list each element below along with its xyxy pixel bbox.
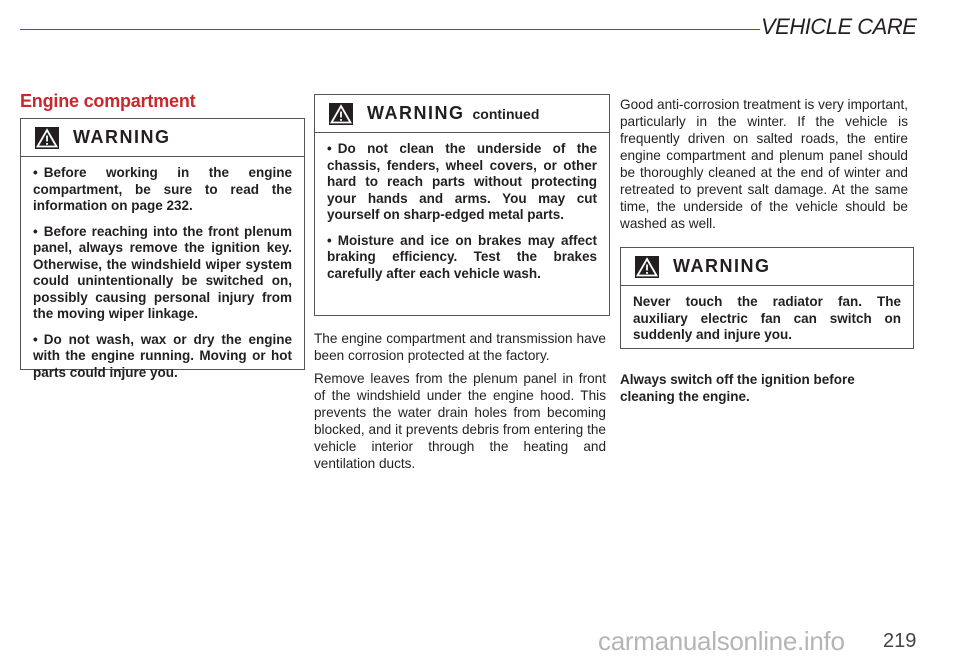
bullet-icon: • (33, 331, 38, 347)
warning-bullet: • Do not wash, wax or dry the engine with the engine running. Moving or hot parts could injure you. (33, 331, 292, 380)
warning-continued: continued (472, 105, 540, 122)
body-paragraph: Remove leaves from the plenum panel in front of the windshield under the engine hood. This prevents the water drain holes from becoming blocked, and it prevents debris from entering the vehicle interior through the heating and ventilation ducts. (314, 371, 606, 471)
warning-triangle-icon (635, 256, 659, 278)
middle-text (314, 330, 606, 478)
warning-title: WARNING (673, 256, 771, 276)
section-title: VEHICLE CARE (761, 14, 917, 39)
page-heading: Engine compartment (20, 91, 196, 111)
warning-triangle-icon (329, 103, 353, 125)
bullet-icon: • (33, 165, 38, 180)
warning-title: WARNING (73, 127, 171, 147)
warning-header (21, 119, 304, 157)
warning-text: Never touch the radiator fan. The auxiliary electric fan can switch on suddenly and injure you. (633, 294, 901, 342)
right-text (620, 96, 908, 238)
body-paragraph: Good anti-corrosion treatment is very important, particularly in the winter. If the vehicle is frequently driven on salted roads, the entire engine compartment and plenum panel should be thoroughly cleaned at the end of winter and retreated to prevent salt damage. At the same time, the underside of the vehicle should be washed as well. (620, 97, 908, 231)
warning-bullet: • Do not clean the underside of the chassis, fenders, wheel covers, or other hard to reach parts without protecting your hands and arms. You may cut yourself on sharp-edged metal parts. (327, 141, 597, 222)
warning-body (21, 157, 304, 396)
warning-title: WARNING (367, 103, 465, 123)
warning-header (621, 248, 913, 286)
header-rule (20, 29, 760, 30)
warning-body (315, 133, 609, 297)
engine-cleaning-note: Always switch off the ignition before cleaning the engine. (620, 372, 855, 404)
warning-box-middle (314, 94, 610, 316)
warning-bullet: • Before working in the engine compartment, be sure to read the information on page 232. (33, 165, 292, 213)
body-paragraph: The engine compartment and transmission have been corrosion protected at the factory. (314, 331, 606, 363)
warning-bullet: • Before reaching into the front plenum panel, always remove the ignition key. Otherwise, the windshield wiper system could unintentionally be switched on, possibly causing personal injury from the moving wiper linkage. (33, 223, 292, 321)
warning-header (315, 95, 609, 133)
warning-box-left (20, 118, 305, 380)
warning-triangle-icon (35, 127, 59, 149)
bullet-icon: • (327, 141, 332, 156)
bullet-icon: • (33, 223, 38, 239)
warning-body (621, 286, 913, 359)
bullet-icon: • (327, 232, 332, 248)
page-number: 219 (883, 630, 917, 652)
warning-box-right (620, 247, 914, 349)
watermark: carmanualsonline.info (598, 626, 845, 656)
warning-bullet: • Moisture and ice on brakes may affect braking efficiency. Test the brakes carefully after each vehicle wash. (327, 232, 597, 281)
